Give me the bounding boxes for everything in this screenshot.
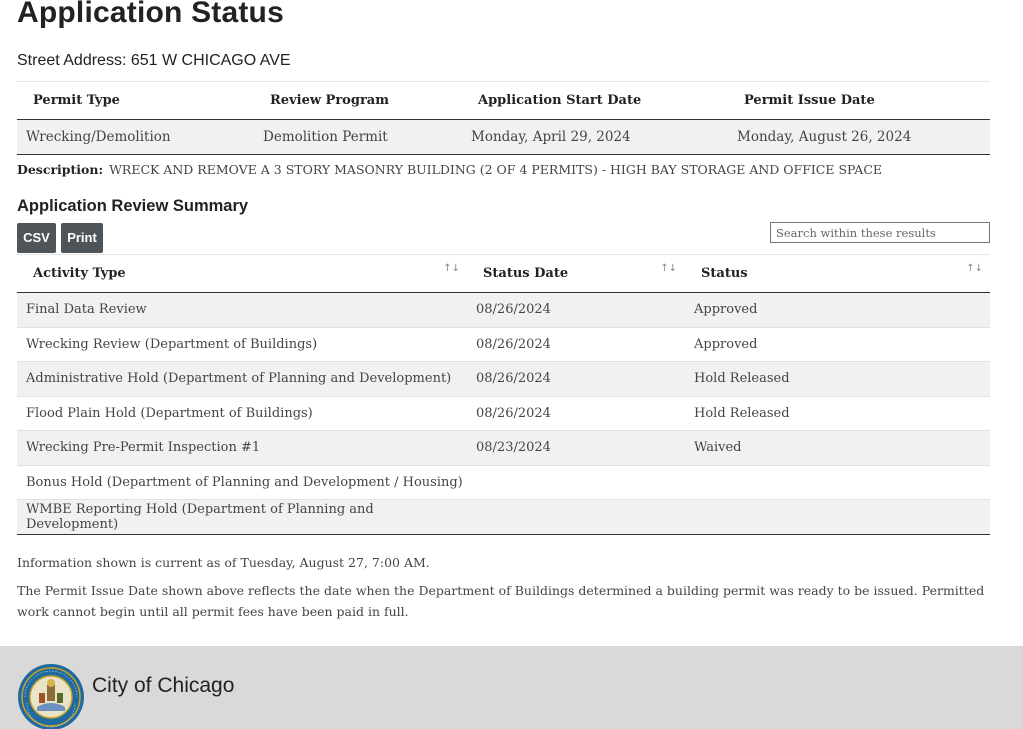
sort-arrows-icon: ↑↓ — [966, 263, 983, 274]
cell-status-date: 08/26/2024 — [467, 293, 684, 328]
cell-status-date: 08/26/2024 — [467, 362, 684, 397]
cell-status-date — [467, 465, 684, 500]
description-label: Description: — [17, 162, 104, 177]
table-header-row — [17, 82, 990, 119]
permit-issue-date-note: The Permit Issue Date shown above reflects the date when the Department of Buildings determined a building permit was ready to be issued. Permitted work cannot begin until all permit fees have been paid in full. — [17, 583, 985, 619]
table-row — [17, 293, 990, 328]
cell-status: Approved — [684, 293, 990, 328]
sort-arrows-icon: ↑↓ — [443, 263, 460, 274]
header-permit-type: Permit Type — [17, 82, 254, 119]
cell-review-program: Demolition Permit — [254, 119, 462, 154]
cell-activity-type: WMBE Reporting Hold (Department of Planning and Development) — [17, 500, 467, 535]
cell-status — [684, 465, 990, 500]
footer — [0, 646, 1023, 729]
csv-export-button[interactable]: CSV — [17, 223, 56, 253]
sort-header-status-date[interactable]: Status Date ↑↓ — [467, 255, 684, 293]
city-seal-icon — [17, 663, 85, 729]
cell-application-start-date: Monday, April 29, 2024 — [462, 119, 727, 154]
table-row — [17, 396, 990, 431]
table-row — [17, 500, 990, 535]
cell-permit-issue-date: Monday, August 26, 2024 — [727, 119, 990, 154]
street-address: Street Address: 651 W CHICAGO AVE — [17, 52, 291, 69]
sort-header-activity-type[interactable]: Activity Type ↑↓ — [17, 255, 467, 293]
permit-description — [17, 162, 882, 177]
description-text: WRECK AND REMOVE A 3 STORY MASONRY BUILDING (2 OF 4 PERMITS) - HIGH BAY STORAGE AND OFFICE SPACE — [109, 162, 883, 177]
table-row — [17, 327, 990, 362]
cell-status-date: 08/26/2024 — [467, 396, 684, 431]
cell-activity-type: Final Data Review — [17, 293, 467, 328]
header-permit-issue-date: Permit Issue Date — [727, 82, 990, 119]
cell-activity-type: Wrecking Pre-Permit Inspection #1 — [17, 431, 467, 466]
footer-city-name: City of Chicago — [92, 674, 235, 697]
cell-activity-type: Bonus Hold (Department of Planning and Development / Housing) — [17, 465, 467, 500]
permit-info-table — [17, 82, 990, 155]
sort-header-status[interactable]: Status ↑↓ — [684, 255, 990, 293]
cell-status-date: 08/23/2024 — [467, 431, 684, 466]
table-row — [17, 465, 990, 500]
cell-status-date: 08/26/2024 — [467, 327, 684, 362]
header-review-program: Review Program — [254, 82, 462, 119]
print-button[interactable]: Print — [61, 223, 103, 253]
cell-status: Waived — [684, 431, 990, 466]
cell-status — [684, 500, 990, 535]
current-as-of-note: Information shown is current as of Tuesday, August 27, 7:00 AM. — [17, 555, 430, 570]
review-summary-table — [17, 254, 990, 535]
table-row — [17, 431, 990, 466]
cell-permit-type: Wrecking/Demolition — [17, 119, 254, 154]
table-row — [17, 119, 990, 154]
sort-arrows-icon: ↑↓ — [660, 263, 677, 274]
table-row — [17, 362, 990, 397]
search-input[interactable] — [770, 222, 990, 243]
cell-activity-type: Administrative Hold (Department of Planning and Development) — [17, 362, 467, 397]
cell-status-date — [467, 500, 684, 535]
review-summary-title: Application Review Summary — [17, 197, 249, 215]
cell-activity-type: Wrecking Review (Department of Buildings) — [17, 327, 467, 362]
cell-status: Hold Released — [684, 396, 990, 431]
cell-activity-type: Flood Plain Hold (Department of Buildings) — [17, 396, 467, 431]
page-title: Application Status — [17, 0, 284, 29]
header-application-start-date: Application Start Date — [462, 82, 727, 119]
table-header-row — [17, 255, 990, 293]
cell-status: Approved — [684, 327, 990, 362]
cell-status: Hold Released — [684, 362, 990, 397]
